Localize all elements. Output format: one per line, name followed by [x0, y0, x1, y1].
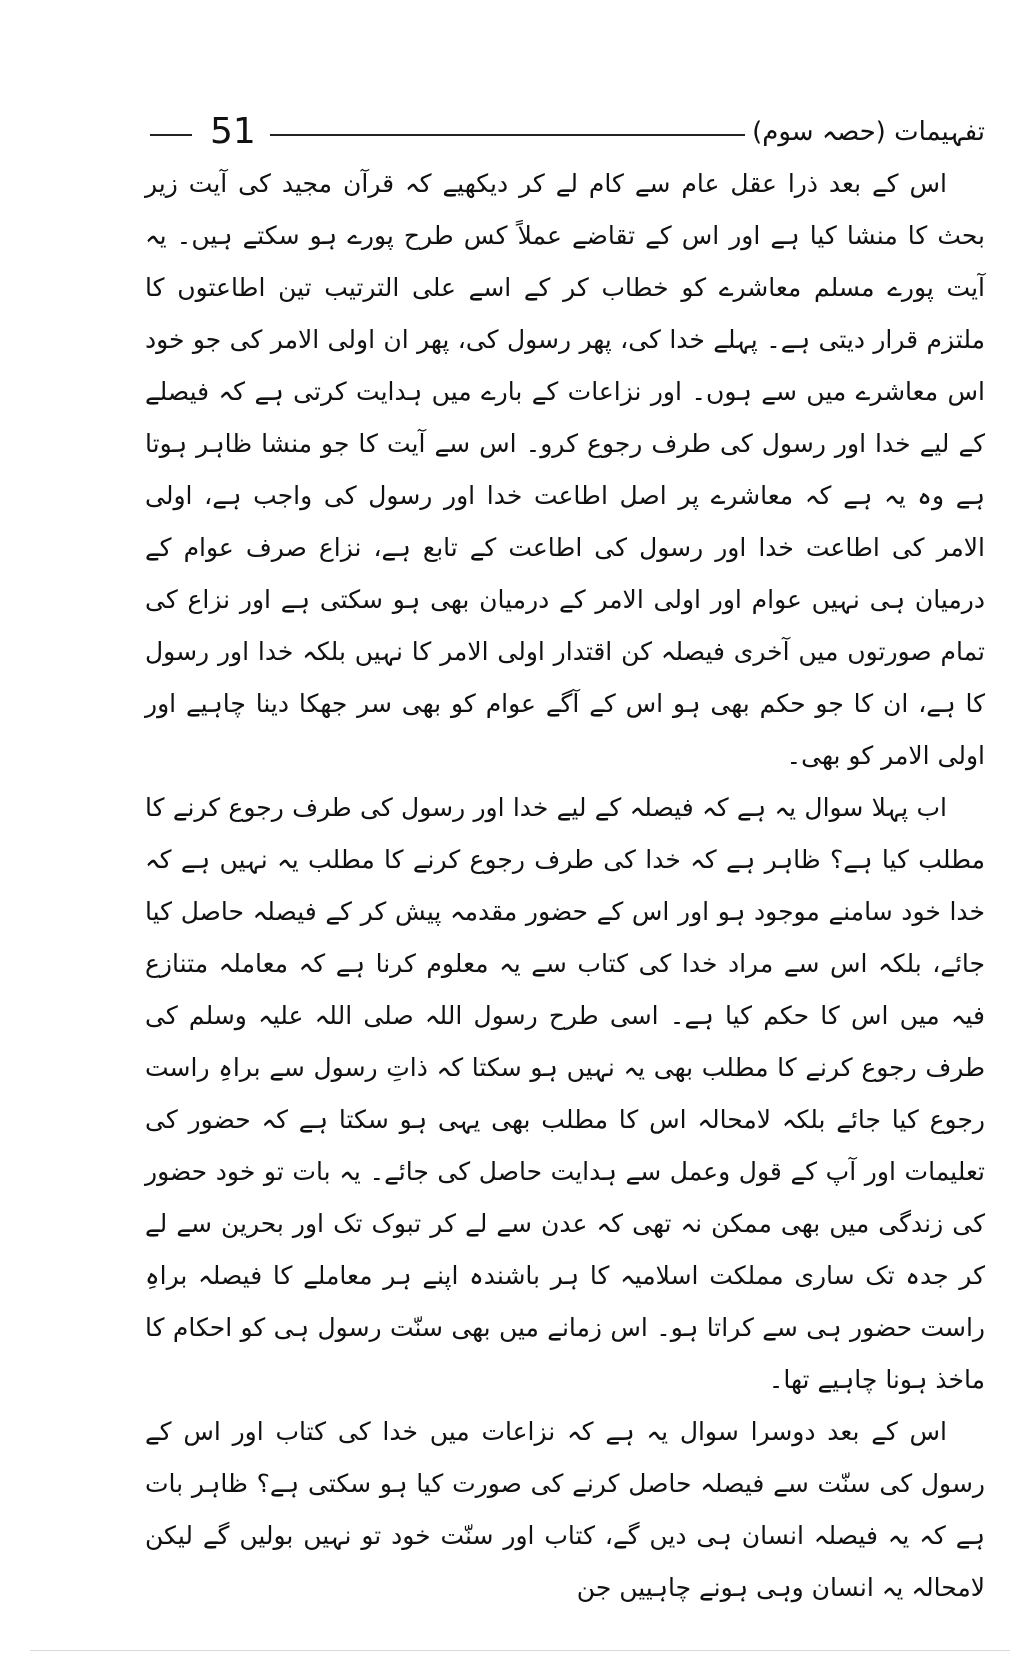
page-bottom-edge	[30, 1650, 1010, 1651]
header-rule	[270, 134, 745, 136]
running-title: تفہیمات (حصہ سوم)	[752, 117, 985, 147]
paragraph-2: اب پہلا سوال یہ ہے کہ فیصلہ کے لیے خدا اور رسول کی طرف رجوع کرنے کا مطلب کیا ہے؟ ظاہر ہے کہ خدا کی طرف رجوع کرنے کا مطلب یہ نہیں ہے کہ خدا خود سامنے موجود ہو اور اس کے حضور مقدمہ پیش کر کے فیصلہ حاصل کیا جائے، بلکہ اس سے مراد خدا کی کتاب سے یہ معلوم کرنا ہے کہ معاملہ متنازع فیہ میں اس کا حکم کیا ہے۔ اسی طرح رسول اللہ صلی اللہ علیہ وسلم کی طرف رجوع کرنے کا مطلب بھی یہ نہیں ہو سکتا کہ ذاتِ رسول سے براہِ راست رجوع کیا جائے بلکہ لامحالہ اس کا مطلب بھی یہی ہو سکتا ہے کہ حضور کی تعلیمات اور آپ کے قول وعمل سے ہدایت حاصل کی جائے۔ یہ بات تو خود حضور کی زندگی میں بھی ممکن نہ تھی کہ عدن سے لے کر تبوک تک اور بحرین سے لے کر جدہ تک ساری مملکت اسلامیہ کا ہر باشندہ اپنے ہر معاملے کا فیصلہ براہِ راست حضور ہی سے کراتا ہو۔ اس زمانے میں بھی سنّت رسول ہی کو احکام کا ماخذ ہونا چاہیے تھا۔	[145, 793, 985, 1394]
header-dash	[150, 134, 192, 136]
body-text	[145, 158, 985, 1614]
paragraph-1: اس کے بعد ذرا عقل عام سے کام لے کر دیکھیے کہ قرآن مجید کی آیت زیر بحث کا منشا کیا ہے اور اس کے تقاضے عملاً کس طرح پورے ہو سکتے ہیں۔ یہ آیت پورے مسلم معاشرے کو خطاب کر کے اسے علی الترتیب تین اطاعتوں کا ملتزم قرار دیتی ہے۔ پہلے خدا کی، پھر رسول کی، پھر ان اولی الامر کی جو خود اس معاشرے میں سے ہوں۔ اور نزاعات کے بارے میں ہدایت کرتی ہے کہ فیصلے کے لیے خدا اور رسول کی طرف رجوع کرو۔ اس سے آیت کا جو منشا ظاہر ہوتا ہے وہ یہ ہے کہ معاشرے پر اصل اطاعت خدا اور رسول کی واجب ہے، اولی الامر کی اطاعت خدا اور رسول کی اطاعت کے تابع ہے، نزاع صرف عوام کے درمیان ہی نہیں عوام اور اولی الامر کے درمیان بھی ہو سکتی ہے اور نزاع کی تمام صورتوں میں آخری فیصلہ کن اقتدار اولی الامر کا نہیں بلکہ خدا اور رسول کا ہے، ان کا جو حکم بھی ہو اس کے آگے عوام کو بھی سر جھکا دینا چاہیے اور اولی الامر کو بھی۔	[145, 169, 985, 770]
page-header	[150, 112, 985, 162]
paragraph-3: اس کے بعد دوسرا سوال یہ ہے کہ نزاعات میں خدا کی کتاب اور اس کے رسول کی سنّت سے فیصلہ حاصل کرنے کی صورت کیا ہو سکتی ہے؟ ظاہر بات ہے کہ یہ فیصلہ انسان ہی دیں گے، کتاب اور سنّت خود تو نہیں بولیں گے لیکن لامحالہ یہ انسان وہی ہونے چاہییں جن	[145, 1417, 985, 1602]
page-number: 51	[210, 111, 256, 152]
